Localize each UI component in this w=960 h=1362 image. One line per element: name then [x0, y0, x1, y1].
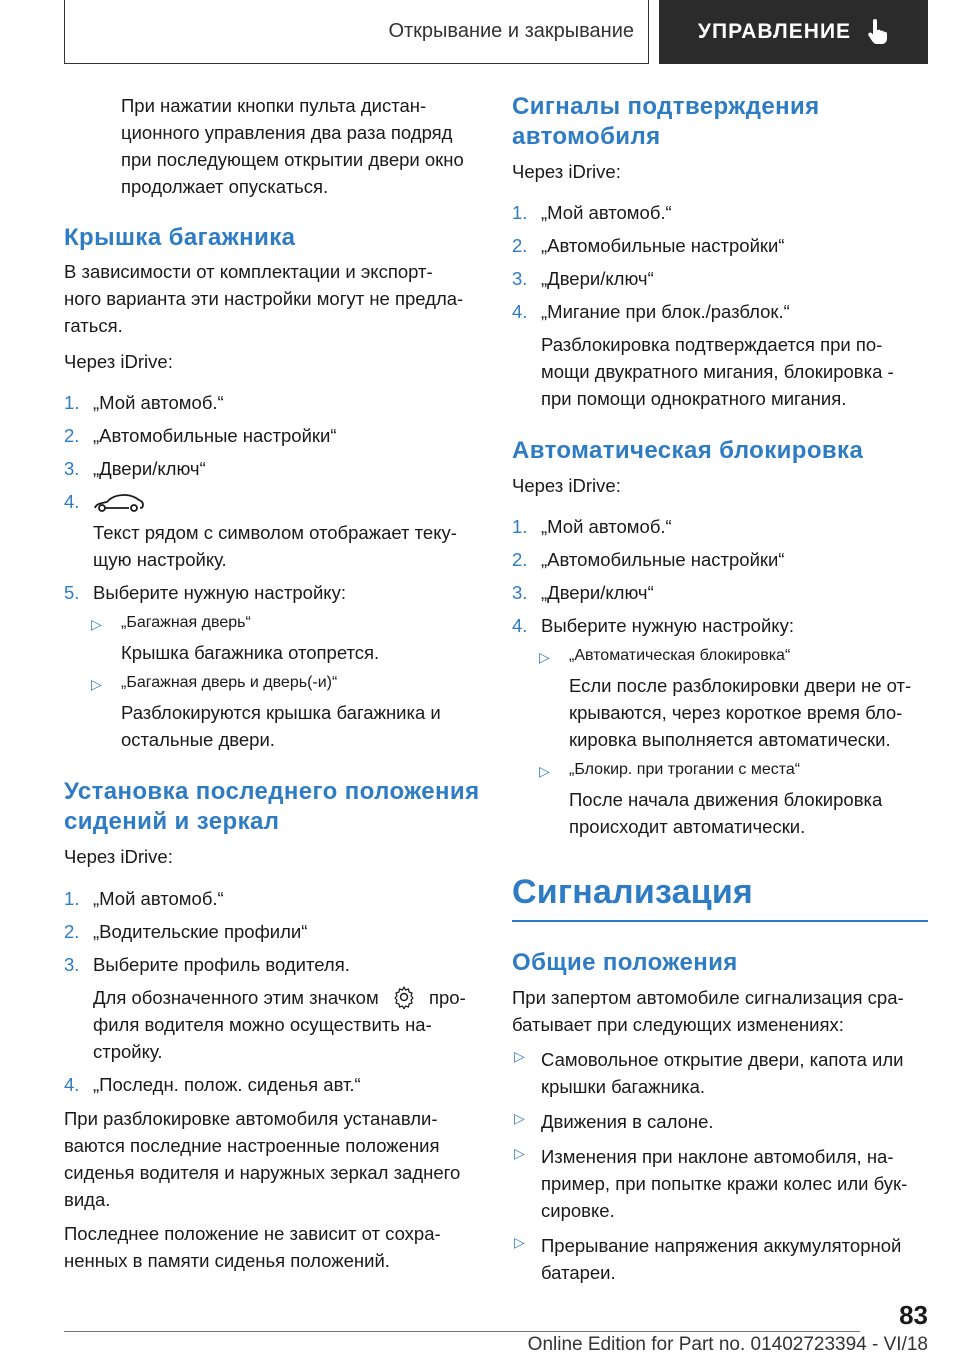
bullet-item: ▷ Изменения при наклоне автомобиля, на- пример, при попытке кражи колес или бук- сировке. [514, 1144, 908, 1221]
hand-pointer-icon [865, 19, 889, 45]
page-header [64, 0, 928, 64]
seat-paragraph: При разблокировке автомобиля устанавли- ваются последние настроенные положения сиденья водителя и наружных зеркал заднего вида. [64, 1108, 461, 1210]
confirm-description: Разблокировка подтверждается при по- мощи двукратного мигания, блокировка - при помощи однократного мигания. [541, 334, 894, 409]
list-item: 3. Выберите профиль водителя. [64, 954, 350, 975]
gear-icon [392, 985, 416, 1009]
list-item: 1. „Мой автомоб.“ [512, 202, 672, 223]
list-item: 3. „Двери/ключ“ [64, 458, 206, 479]
list-item: 5. Выберите нужную настройку: [64, 582, 346, 603]
bullet-item: ▷ Движения в салоне. [514, 1109, 714, 1132]
option-description: Разблокируются крышка багажника и остальные двери. [121, 702, 441, 750]
list-item: 4. [64, 488, 480, 515]
option-description: Крышка багажника отопрется. [121, 642, 380, 663]
heading-rule [512, 920, 928, 922]
car-outline-icon [93, 492, 145, 514]
via-idrive: Через iDrive: [512, 475, 621, 496]
list-item: 2. „Водительские профили“ [64, 921, 308, 942]
list-item: 1. „Мой автомоб.“ [64, 392, 224, 413]
list-item: 4. „Мигание при блок./разблок.“ [512, 301, 790, 322]
list-item: 4. „Последн. полож. сиденья авт.“ [64, 1074, 361, 1095]
option-description: Если после разблокировки двери не от- крываются, через короткое время бло- кировка выполняется автоматически. [569, 675, 912, 750]
list-item: 2. „Автомобильные настройки“ [512, 549, 785, 570]
auto-lock-heading: Автоматическая блокировка [512, 437, 864, 464]
right-column [512, 92, 928, 1286]
list-item: 3. „Двери/ключ“ [512, 582, 654, 603]
via-idrive: Через iDrive: [512, 161, 621, 182]
chapter-tab[interactable] [659, 0, 928, 64]
list-item: 2. „Автомобильные настройки“ [64, 425, 337, 446]
intro-paragraph: При нажатии кнопки пульта дистан- ционного управления два раза подряд при последующем открытии двери окно продолжает опускаться. [121, 95, 464, 197]
list-item: 1. „Мой автомоб.“ [64, 888, 224, 909]
via-idrive: Через iDrive: [64, 351, 173, 372]
chapter-title: УПРАВЛЕНИЕ [697, 20, 852, 43]
list-item: 3. „Двери/ключ“ [512, 268, 654, 289]
seat-heading: Установка последнего положения сидений и зеркал [64, 778, 480, 835]
seat-step3-description: Для обозначенного этим значком про- филя водителя можно осуществить на- стройку. [93, 987, 466, 1062]
option-description: После начала движения блокировка происходит автоматически. [569, 789, 883, 837]
general-text: При запертом автомобиле сигнализация сра- батывает при следующих изменениях: [512, 986, 904, 1035]
confirm-heading: Сигналы подтверждения автомобиля [512, 93, 820, 150]
via-idrive: Через iDrive: [64, 846, 173, 867]
list-item: 2. „Автомобильные настройки“ [512, 235, 785, 256]
alarm-heading: Сигнализация [512, 873, 753, 911]
seat-paragraph: Последнее положение не зависит от сохра- ненных в памяти сиденья положений. [64, 1223, 441, 1271]
trunk-heading: Крышка багажника [64, 224, 296, 251]
option-item: ▷ „Багажная дверь“ [91, 614, 251, 632]
list-item: 4. Выберите нужную настройку: [512, 615, 794, 636]
footer-edition: Online Edition for Part no. 01402723394 - VI/18 [527, 1334, 928, 1355]
page-number: 83 [899, 1300, 928, 1330]
step4-description: Текст рядом с символом отображает теку- щую настройку. [93, 522, 457, 570]
trunk-text: В зависимости от комплектации и экспорт- ного варианта эти настройки могут не предла- гаться. [64, 261, 464, 336]
bullet-item: ▷ Самовольное открытие двери, капота или крышки багажника. [514, 1047, 904, 1097]
bullet-item: ▷ Прерывание напряжения аккумуляторной батареи. [514, 1233, 902, 1283]
option-item: ▷ „Багажная дверь и дверь(-и)“ [91, 674, 338, 692]
footer-rule [64, 1331, 860, 1332]
list-item: 1. „Мой автомоб.“ [512, 516, 672, 537]
option-item: ▷ „Автоматическая блокировка“ [539, 647, 791, 665]
option-item: ▷ „Блокир. при трогании с места“ [539, 761, 801, 779]
left-column [64, 92, 480, 1274]
general-heading: Общие положения [512, 948, 738, 976]
section-title: Открывание и закрывание [64, 0, 649, 64]
